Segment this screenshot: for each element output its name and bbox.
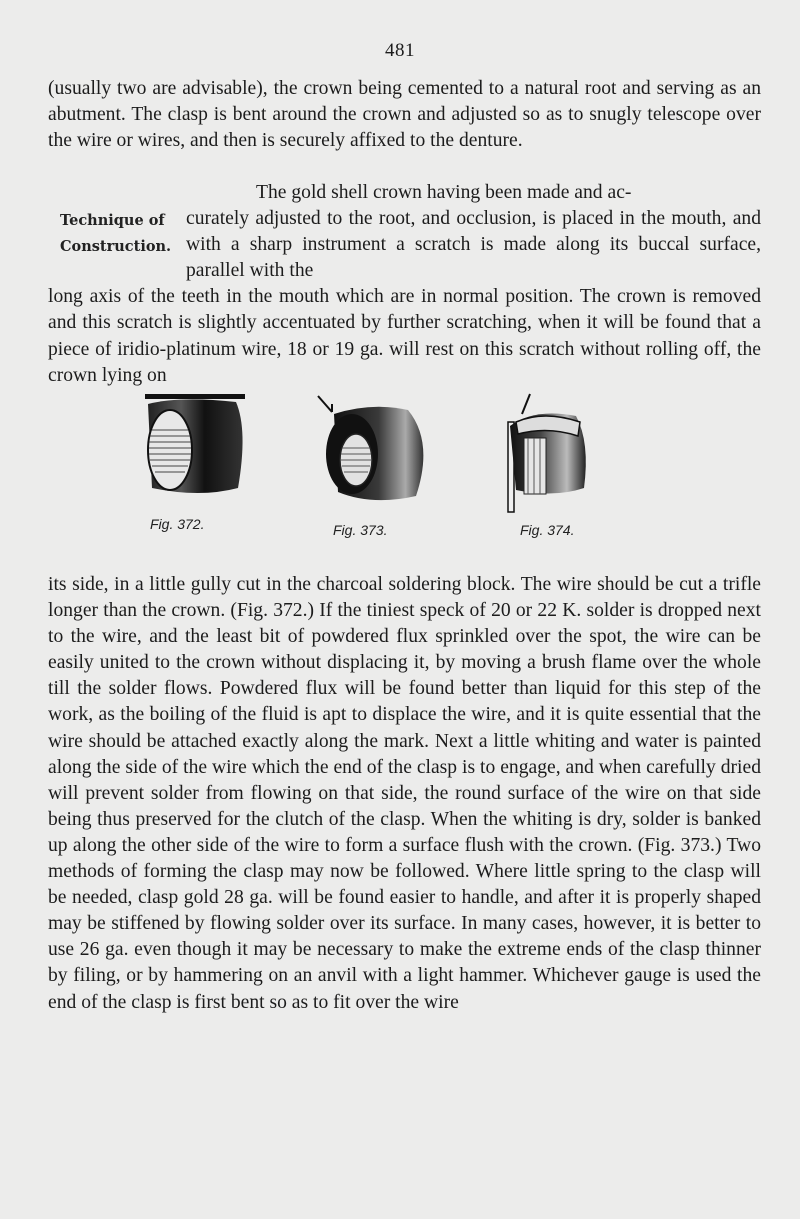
paragraph-1 [48, 76, 761, 154]
figure-373-caption: Fig. 373. [333, 522, 388, 538]
margin-heading-line1: Technique of [60, 212, 165, 229]
crown-with-clasp-illustration [494, 392, 594, 517]
paragraph-2-rest: long axis of the teeth in the mouth which are in normal position. The crown is removed and this scratch is slightly accentuated by further scratching, when it will be found that a piece of iridio-platinum wire, 18 or 19 ga. will rest on this scratch without rolling off, the crown lying on [48, 286, 761, 386]
crown-with-wire-illustration [140, 390, 250, 505]
paragraph-2-head: The gold shell crown having been made and ac- [256, 182, 632, 203]
paragraph-2-hang: curately adjusted to the root, and occlusion, is placed in the mouth, and with a sharp instrument a scratch is made along its buccal surface, parallel with the [186, 208, 761, 282]
margin-heading-line2: Construction. [60, 238, 172, 255]
paragraph-1-text: (usually two are advisable), the crown being cemented to a natural root and serving as an abutment. The clasp is bent around the crown and adjusted so as to snugly telescope over the wire or wires, and then is securely affixed to the denture. [48, 78, 761, 152]
figure-373 [312, 392, 432, 507]
page-number: 481 [385, 40, 415, 61]
figure-372-caption: Fig. 372. [150, 516, 205, 532]
figure-374 [494, 392, 594, 517]
paragraph-3 [48, 572, 761, 1016]
figure-372 [140, 390, 250, 505]
figure-374-caption: Fig. 374. [520, 522, 575, 538]
paragraph-3-text: its side, in a little gully cut in the charcoal soldering block. The wire should be cut a trifle longer than the crown. (Fig. 372.) If the tiniest speck of 20 or 22 K. solder is dropped next to the wire, and the least bit of powdered flux sprinkled over the spot, the wire can be easily united to the crown without displacing it, by moving a brush flame over the whole till the solder flows. Powdered flux will be found better than liquid for this step of the work, as the boiling of the fluid is apt to displace the wire, and it is quite essential that the wire should be attached exactly along the mark. Next a little whiting and water is painted along the side of the wire which the end of the clasp is to engage, and when carefully dried will prevent solder from flowing on that side, the round surface of the wire on that side being thus preserved for the clutch of the clasp. When the whiting is dry, solder is banked up along the other side of the wire to form a surface flush with the crown. (Fig. 373.) Two methods of forming the clasp may now be followed. Where little spring to the clasp will be needed, clasp gold 28 ga. will be found easier to handle, and after it is properly shaped may be stiffened by flowing solder over its surface. In many cases, however, it is better to use 26 ga. even though it may be necessary to make the extreme ends of the clasp thinner by filing, or by hammering on an anvil with a light hammer. Whichever gauge is used the end of the clasp is first bent so as to fit over the wire [48, 574, 761, 1013]
crown-with-solder-illustration [312, 392, 432, 507]
margin-heading [60, 208, 210, 260]
